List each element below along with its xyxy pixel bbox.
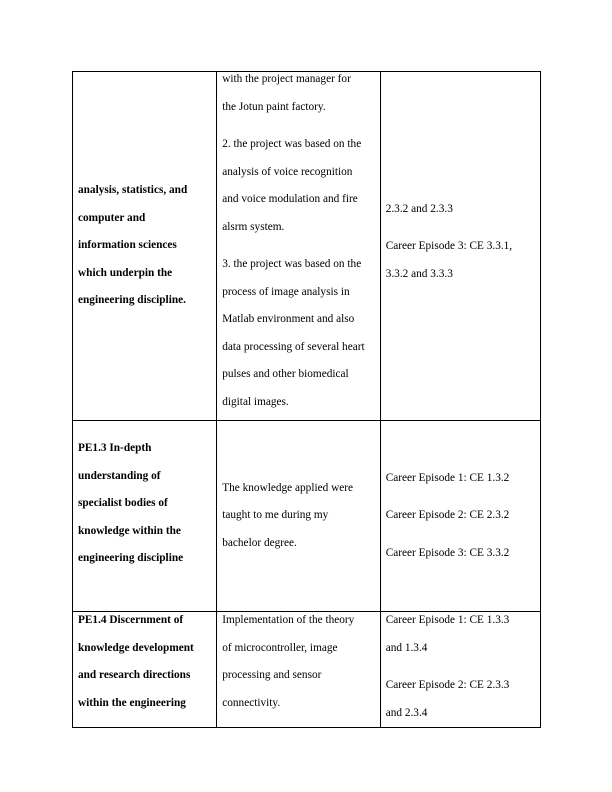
cell-text-line: Matlab environment and also	[222, 313, 355, 325]
description-cell	[217, 612, 380, 728]
reference-cell	[380, 421, 540, 612]
cell-text-line: of microcontroller, image	[222, 641, 338, 654]
cell-text-line: process of image analysis in	[222, 285, 350, 298]
reference-cell	[380, 72, 540, 421]
cell-text-line: The knowledge applied were	[222, 481, 354, 494]
table-row	[73, 72, 541, 421]
cell-text-line: within the engineering	[78, 696, 186, 709]
cell-text-line: bachelor degree.	[222, 536, 297, 549]
table-row	[73, 612, 541, 728]
reference-paragraph	[386, 540, 535, 568]
cell-text-line: analysis, statistics, and	[78, 184, 188, 197]
cell-text-line: 2. the project was based on the	[222, 138, 362, 150]
cell-text-line: computer and	[78, 211, 146, 224]
cell-text-line: PE1.3 In-depth	[78, 442, 152, 454]
cell-text-line: PE1.4 Discernment of	[78, 614, 184, 626]
reference-paragraph	[386, 465, 535, 493]
description-paragraph	[222, 66, 374, 121]
description-cell	[217, 421, 380, 612]
cell-text-line: information sciences	[78, 239, 177, 252]
cell-text-line: engineering discipline	[78, 552, 184, 564]
cell-text-line: the Jotun paint factory.	[222, 100, 326, 113]
cell-text-line: and 2.3.4	[385, 706, 428, 719]
cell-text-line: Career Episode 1: CE 1.3.3	[385, 614, 510, 626]
description-cell	[217, 72, 380, 421]
cell-text-line: Career Episode 3: CE 3.3.2	[385, 546, 510, 559]
description-paragraph	[222, 607, 374, 717]
cell-text-line: Career Episode 2: CE 2.3.2	[385, 509, 510, 522]
reference-paragraph	[386, 502, 535, 530]
description-paragraph	[222, 475, 374, 558]
cell-text-line: with the project manager for	[222, 73, 351, 85]
reference-paragraph	[386, 672, 535, 727]
cell-text-line: alsrm system.	[222, 220, 285, 233]
cell-text-line: 2.3.2 and 2.3.3	[385, 202, 453, 215]
cell-text-line: connectivity.	[222, 696, 281, 709]
cell-text-line: digital images.	[222, 395, 289, 408]
cell-text-line: processing and sensor	[222, 669, 322, 681]
cell-text-line: taught to me during my	[222, 509, 329, 522]
reference-paragraph	[386, 607, 535, 662]
description-paragraph	[222, 251, 374, 416]
cell-text-line: and voice modulation and fire	[222, 193, 358, 205]
element-cell	[73, 421, 217, 612]
cell-text-line: 3.3.2 and 3.3.3	[385, 267, 453, 280]
table-row	[73, 421, 541, 612]
cell-text-line: which underpin the	[78, 266, 173, 279]
competency-table	[72, 71, 541, 728]
cell-text-line: understanding of	[78, 469, 161, 482]
element-cell	[73, 72, 217, 421]
cell-text-line: engineering discipline.	[78, 294, 186, 307]
cell-text-line: 3. the project was based on the	[222, 258, 362, 270]
description-paragraph	[222, 131, 374, 241]
cell-text-line: analysis of voice recognition	[222, 165, 353, 178]
reference-cell	[380, 612, 540, 728]
element-cell	[73, 612, 217, 728]
reference-paragraph	[386, 196, 535, 224]
cell-text-line: Implementation of the theory	[222, 614, 355, 626]
cell-text-line: knowledge development	[78, 641, 194, 654]
cell-text-line: pulses and other biomedical	[222, 368, 349, 380]
cell-text-line: specialist bodies of	[78, 497, 168, 509]
reference-paragraph	[386, 233, 535, 288]
cell-text-line: and 1.3.4	[385, 641, 428, 654]
cell-text-line: Career Episode 3: CE 3.3.1,	[385, 240, 513, 253]
cell-text-line: data processing of several heart	[222, 340, 365, 353]
cell-text-line: Career Episode 1: CE 1.3.2	[385, 471, 510, 484]
cell-text-line: and research directions	[78, 669, 191, 681]
cell-text-line: Career Episode 2: CE 2.3.3	[385, 679, 510, 691]
cell-text-line: knowledge within the	[78, 524, 181, 537]
